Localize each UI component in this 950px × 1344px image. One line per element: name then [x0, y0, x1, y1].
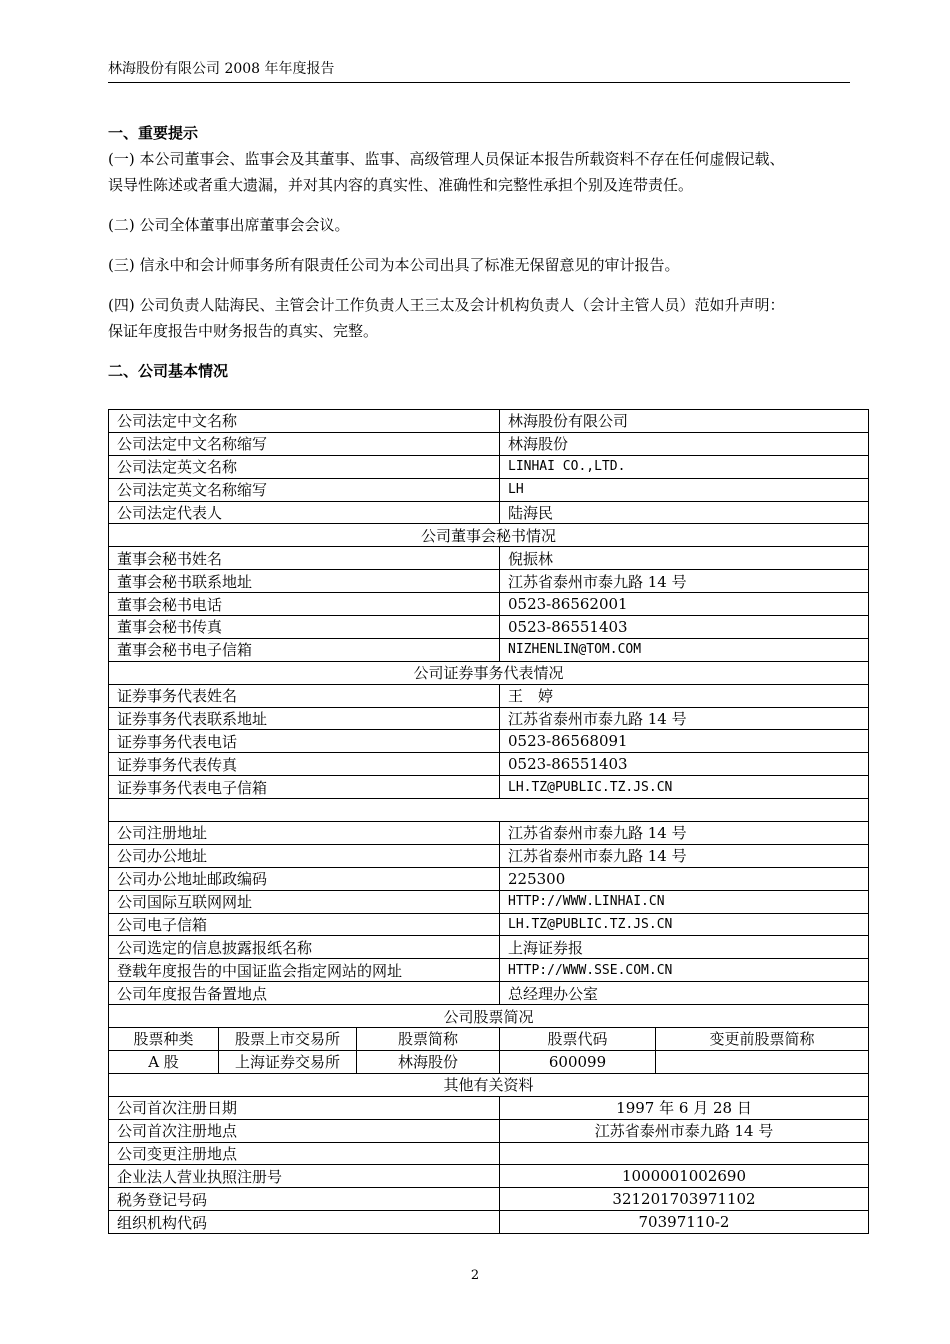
stock-value: 林海股份 [357, 1050, 500, 1073]
field-value: 江苏省泰州市泰九路 14 号 [500, 707, 869, 730]
field-label: 公司注册地址 [109, 822, 500, 845]
table-row [109, 547, 869, 570]
table-section-header [109, 661, 869, 684]
table-row [109, 455, 869, 478]
field-value: 江苏省泰州市泰九路 14 号 [500, 844, 869, 867]
field-value: 321201703971102 [500, 1188, 869, 1211]
stock-value: 600099 [500, 1050, 656, 1073]
table-row [109, 1119, 869, 1142]
field-label: 董事会秘书电子信箱 [109, 638, 500, 661]
other-section-title: 其他有关资料 [109, 1073, 869, 1096]
field-value: 总经理办公室 [500, 982, 869, 1005]
field-value: 1997 年 6 月 28 日 [500, 1096, 869, 1119]
field-label: 董事会秘书传真 [109, 616, 500, 639]
table-row [109, 638, 869, 661]
field-label: 公司选定的信息披露报纸名称 [109, 936, 500, 959]
table-row [109, 1165, 869, 1188]
table-row [109, 707, 869, 730]
field-label: 证券事务代表联系地址 [109, 707, 500, 730]
rep-section-title: 公司证券事务代表情况 [109, 661, 869, 684]
field-value: LH.TZ@PUBLIC.TZ.JS.CN [500, 913, 869, 936]
field-label: 证券事务代表电话 [109, 730, 500, 753]
blank-cell [109, 799, 869, 822]
stock-value-row [109, 1050, 869, 1073]
field-value: HTTP://WWW.LINHAI.CN [500, 890, 869, 913]
field-value: 王 婷 [500, 684, 869, 707]
field-value: 0523-86551403 [500, 616, 869, 639]
notice-2: (二) 公司全体董事出席董事会会议。 [108, 216, 350, 234]
table-row [109, 501, 869, 524]
page-number: 2 [470, 1268, 480, 1283]
table-row [109, 936, 869, 959]
field-label: 公司法定英文名称 [109, 455, 500, 478]
table-section-header [109, 1073, 869, 1096]
field-label: 公司法定代表人 [109, 501, 500, 524]
stock-value: A 股 [109, 1050, 219, 1073]
field-label: 公司法定中文名称缩写 [109, 432, 500, 455]
field-value: HTTP://WWW.SSE.COM.CN [500, 959, 869, 982]
field-label: 公司变更注册地点 [109, 1142, 500, 1165]
field-value: 倪振林 [500, 547, 869, 570]
field-value: LH.TZ@PUBLIC.TZ.JS.CN [500, 776, 869, 799]
table-row [109, 1096, 869, 1119]
field-label: 税务登记号码 [109, 1188, 500, 1211]
field-value: 225300 [500, 867, 869, 890]
field-value: 江苏省泰州市泰九路 14 号 [500, 570, 869, 593]
stock-header: 股票简称 [357, 1028, 500, 1051]
field-value: 江苏省泰州市泰九路 14 号 [500, 822, 869, 845]
page-header: 林海股份有限公司 2008 年年度报告 [108, 58, 850, 83]
table-row [109, 478, 869, 501]
table-row [109, 959, 869, 982]
stock-value [656, 1050, 869, 1073]
table-row [109, 890, 869, 913]
field-value: 0523-86568091 [500, 730, 869, 753]
field-value: 林海股份有限公司 [500, 410, 869, 433]
stock-section-title: 公司股票简况 [109, 1005, 869, 1028]
stock-header: 股票代码 [500, 1028, 656, 1051]
table-row [109, 844, 869, 867]
notice-3: (三) 信永中和会计师事务所有限责任公司为本公司出具了标准无保留意见的审计报告。 [108, 256, 680, 274]
field-label: 公司法定中文名称 [109, 410, 500, 433]
field-label: 公司年度报告备置地点 [109, 982, 500, 1005]
table-row [109, 1188, 869, 1211]
table-row [109, 776, 869, 799]
field-value: 上海证券报 [500, 936, 869, 959]
table-row [109, 867, 869, 890]
table-section-header [109, 524, 869, 547]
notice-4: (四) 公司负责人陆海民、主管会计工作负责人王三太及会计机构负责人（会计主管人员）范如升声明： [108, 296, 785, 314]
table-section-header [109, 1005, 869, 1028]
table-row [109, 684, 869, 707]
field-label: 公司法定英文名称缩写 [109, 478, 500, 501]
field-value: NIZHENLIN@TOM.COM [500, 638, 869, 661]
table-row [109, 982, 869, 1005]
notice-1-cont: 误导性陈述或者重大遗漏，并对其内容的真实性、准确性和完整性承担个别及连带责任。 [108, 176, 694, 194]
field-value: 0523-86562001 [500, 593, 869, 616]
table-row [109, 593, 869, 616]
field-label: 证券事务代表传真 [109, 753, 500, 776]
table-row [109, 1211, 869, 1234]
field-value: LINHAI CO.,LTD. [500, 455, 869, 478]
table-row [109, 822, 869, 845]
field-label: 公司首次注册日期 [109, 1096, 500, 1119]
field-label: 董事会秘书电话 [109, 593, 500, 616]
table-row [109, 432, 869, 455]
field-label: 证券事务代表电子信箱 [109, 776, 500, 799]
field-label: 组织机构代码 [109, 1211, 500, 1234]
field-value: 1000001002690 [500, 1165, 869, 1188]
field-label: 董事会秘书姓名 [109, 547, 500, 570]
table-row [109, 753, 869, 776]
field-label: 公司办公地址 [109, 844, 500, 867]
stock-header-row [109, 1028, 869, 1051]
content [108, 120, 850, 384]
stock-value: 上海证券交易所 [219, 1050, 357, 1073]
field-label: 公司首次注册地点 [109, 1119, 500, 1142]
table-row [109, 1142, 869, 1165]
section2-title: 二、公司基本情况 [108, 362, 229, 380]
secretary-section-title: 公司董事会秘书情况 [109, 524, 869, 547]
field-value: LH [500, 478, 869, 501]
field-value: 70397110-2 [500, 1211, 869, 1234]
table-row [109, 570, 869, 593]
table-row [109, 730, 869, 753]
field-label: 公司办公地址邮政编码 [109, 867, 500, 890]
notice-4-cont: 保证年度报告中财务报告的真实、完整。 [108, 322, 379, 340]
field-value: 0523-86551403 [500, 753, 869, 776]
field-label: 董事会秘书联系地址 [109, 570, 500, 593]
table-row [109, 616, 869, 639]
table-row [109, 410, 869, 433]
notice-1: (一) 本公司董事会、监事会及其董事、监事、高级管理人员保证本报告所载资料不存在任何虚假记载、 [108, 150, 785, 168]
field-value: 林海股份 [500, 432, 869, 455]
section1-title: 一、重要提示 [108, 124, 199, 142]
field-value [500, 1142, 869, 1165]
field-label: 公司国际互联网网址 [109, 890, 500, 913]
table-blank-row [109, 799, 869, 822]
stock-header: 股票种类 [109, 1028, 219, 1051]
stock-header: 变更前股票简称 [656, 1028, 869, 1051]
table-row [109, 913, 869, 936]
stock-header: 股票上市交易所 [219, 1028, 357, 1051]
field-label: 证券事务代表姓名 [109, 684, 500, 707]
field-label: 企业法人营业执照注册号 [109, 1165, 500, 1188]
field-label: 登载年度报告的中国证监会指定网站的网址 [109, 959, 500, 982]
field-value: 陆海民 [500, 501, 869, 524]
field-value: 江苏省泰州市泰九路 14 号 [500, 1119, 869, 1142]
field-label: 公司电子信箱 [109, 913, 500, 936]
company-info-table [108, 409, 869, 1234]
